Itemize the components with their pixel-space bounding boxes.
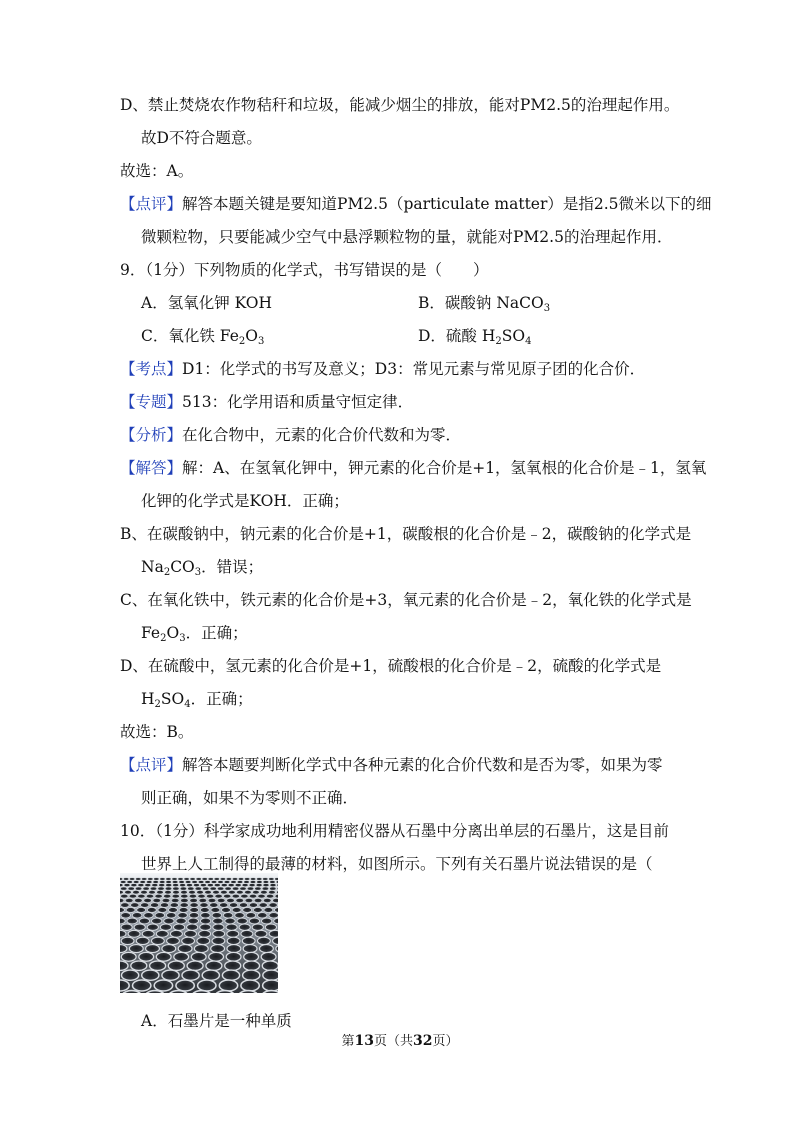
text-line: B、在碳酸钠中，钠元素的化合价是+1，碳酸根的化合价是﹣2，碳酸钠的化学式是 — [120, 525, 692, 543]
q9-option-d: D．硫酸 $H_2SO_4$ — [418, 327, 532, 347]
text-line: $Na_2CO_3$．错误； — [141, 558, 264, 578]
knowledge-tag: 【考点】 — [120, 360, 183, 378]
q10-option-a: A．石墨片是一种单质 — [141, 1012, 292, 1030]
page-footer: 第13页（共32页） — [341, 1033, 459, 1049]
text-line: 故选：A。 — [120, 162, 194, 180]
text-line: 化钾的化学式是KOH．正确； — [141, 492, 349, 510]
question-10: 10．（1分）科学家成功地利用精密仪器从石墨中分离出单层的石墨片，这是目前 — [120, 822, 669, 840]
q9-option-c: C．氧化铁 $Fe_2O_3$ — [141, 327, 265, 347]
text-line: 故选：B。 — [120, 723, 194, 741]
answer-line: 【解答】解：A、在氢氧化钾中，钾元素的化合价是+1，氢氧根的化合价是﹣1，氢氧 — [120, 459, 707, 477]
question-9: 9．（1分）下列物质的化学式，书写错误的是（ ） — [120, 261, 489, 279]
text-line: D、在硫酸中，氢元素的化合价是+1，硫酸根的化合价是﹣2，硫酸的化学式是 — [120, 657, 662, 675]
knowledge-line: 【考点】D1：化学式的书写及意义；D3：常见元素与常见原子团的化合价． — [120, 360, 646, 378]
text-line: $H_2SO_4$．正确； — [141, 690, 253, 710]
review-tag: 【点评】 — [120, 756, 183, 774]
page-total: 32 — [413, 1033, 433, 1049]
text-line: C、在氧化铁中，铁元素的化合价是+3，氧元素的化合价是﹣2，氧化铁的化学式是 — [120, 591, 692, 609]
topic-tag: 【专题】 — [120, 393, 183, 411]
text-line: 故D不符合题意。 — [141, 129, 262, 147]
analysis-line: 【分析】在化合物中，元素的化合价代数和为零． — [120, 426, 462, 444]
text-line: 世界上人工制得的最薄的材料，如图所示。下列有关石墨片说法错误的是（ — [141, 855, 653, 873]
analysis-tag: 【分析】 — [120, 426, 183, 444]
text-line: $Fe_2O_3$．正确； — [141, 624, 248, 644]
topic-line: 【专题】513：化学用语和质量守恒定律． — [120, 393, 414, 411]
q9-option-a: A．氢氧化钾 KOH — [141, 294, 273, 312]
review-tag: 【点评】 — [120, 195, 183, 213]
q9-option-b: B．碳酸钠 NaCO$_3$ — [418, 294, 551, 314]
text-line: 微颗粒物，只要能减少空气中悬浮颗粒物的量，就能对PM2.5的治理起作用． — [141, 228, 673, 246]
text-line: D、禁止焚烧农作物秸秆和垃圾，能减少烟尘的排放，能对PM2.5的治理起作用。 — [120, 96, 680, 114]
page-number: 13 — [354, 1033, 374, 1049]
text-line: 则正确，如果不为零则不正确． — [141, 789, 359, 807]
review-line: 【点评】解答本题要判断化学式中各种元素的化合价代数和是否为零，如果为零 — [120, 756, 663, 774]
review-text: 解答本题关键是要知道PM2.5（particulate matter）是指2.5微米以下的细 — [182, 195, 712, 213]
review-line — [120, 194, 712, 214]
answer-tag: 【解答】 — [120, 459, 183, 477]
graphene-image — [120, 873, 278, 993]
